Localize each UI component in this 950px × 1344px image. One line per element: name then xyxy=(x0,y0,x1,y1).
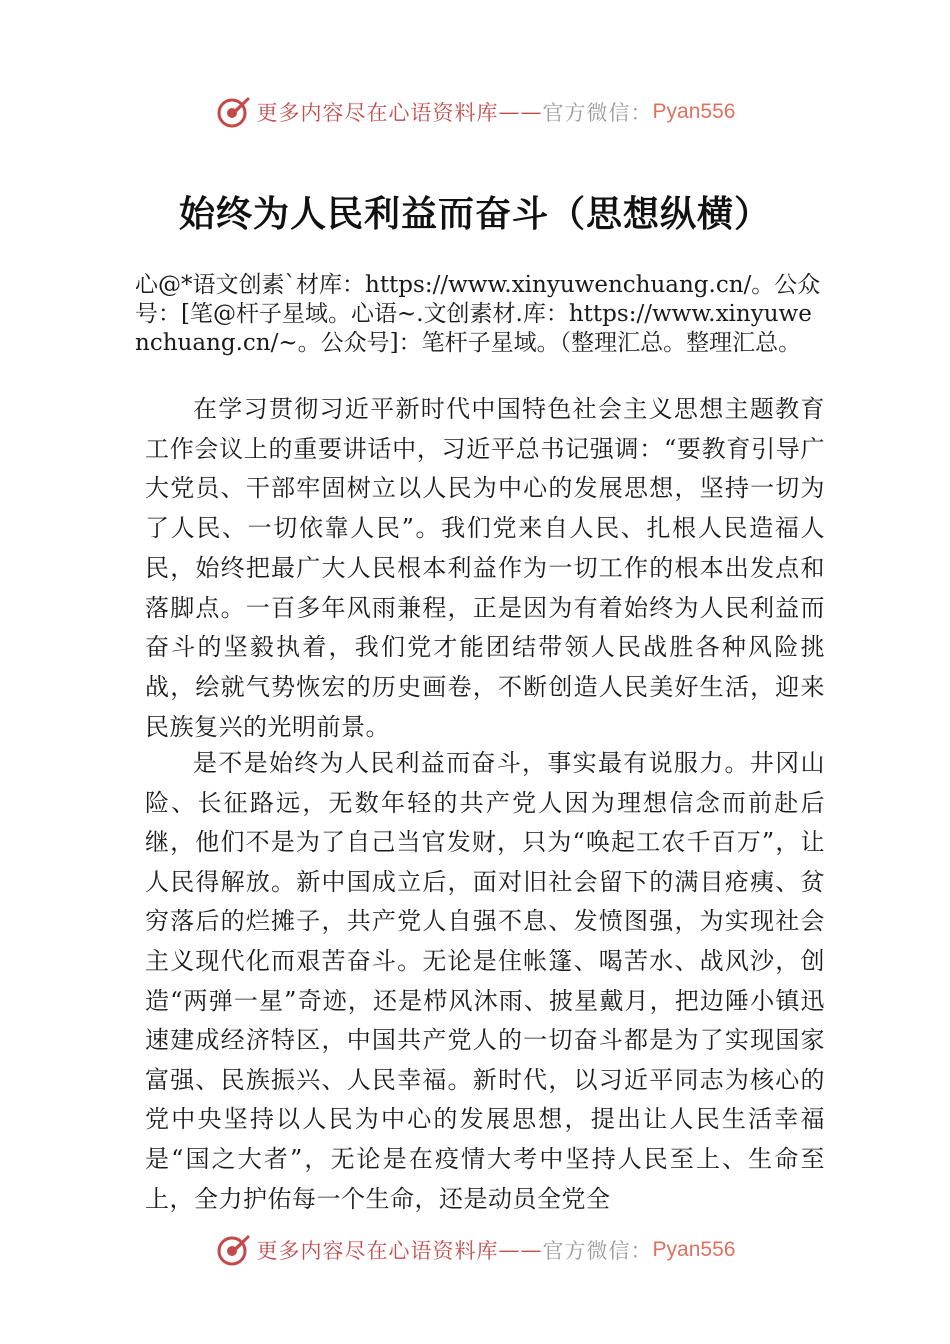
banner-wechat-id: Pyan556 xyxy=(652,1238,736,1261)
banner-dash: —— xyxy=(498,100,543,124)
pen-logo-icon xyxy=(215,1232,251,1268)
header-banner xyxy=(0,94,950,130)
banner-wechat-label: 官方微信： xyxy=(542,1239,653,1263)
banner-dash: —— xyxy=(498,1238,543,1262)
body-paragraph-2: 是不是始终为人民利益而奋斗，事实最有说服力。井冈山险、长征路远，无数年轻的共产党人因为理想信念而前赴后继，他们不是为了自己当官发财，只为“唤起工农千百万”，让人民得解放。新中国成立后，面对旧社会留下的满目疮痍、贫穷落后的烂摊子，共产党人自强不息、发愤图强，为实现社会主义现代化而艰苦奋斗。无论是住帐篷、喝苦水、战风沙，创造“两弹一星”奇迹，还是栉风沐雨、披星戴月，把边陲小镇迅速建成经济特区，中国共产党人的一切奋斗都是为了实现国家富强、民族振兴、人民幸福。新时代，以习近平同志为核心的党中央坚持以人民为中心的发展思想，提出让人民生活幸福是“国之大者”，无论是在疫情大考中坚持人民至上、生命至上，全力护佑每一个生命，还是动员全党全 xyxy=(145,749,825,1213)
banner-main-text: 更多内容尽在心语资料库 xyxy=(256,101,499,125)
banner-wechat-id: Pyan556 xyxy=(652,100,736,123)
document-title: 始终为人民利益而奋斗（思想纵横） xyxy=(178,194,771,235)
footer-banner xyxy=(0,1232,950,1268)
banner-wechat-label: 官方微信： xyxy=(542,101,653,125)
pen-logo-icon xyxy=(215,94,251,130)
banner-main-text: 更多内容尽在心语资料库 xyxy=(256,1239,499,1263)
body-paragraph-1: 在学习贯彻习近平新时代中国特色社会主义思想主题教育工作会议上的重要讲话中，习近平总书记强调：“要教育引导广大党员、干部牢固树立以人民为中心的发展思想，坚持一切为了人民、一切依靠人民”。我们党来自人民、扎根人民造福人民，始终把最广大人民根本利益作为一切工作的根本出发点和落脚点。一百多年风雨兼程，正是因为有着始终为人民利益而奋斗的坚毅执着，我们党才能团结带领人民战胜各种风险挑战，绘就气势恢宏的历史画卷，不断创造人民美好生活，迎来民族复兴的光明前景。 xyxy=(145,395,825,741)
source-note: 心@*语文创素`材库：https://www.xinyuwenchuang.cn/。公众号：[笔@杆子星域。心语~.文创素材.库：https://www.xinyuwenchuang.cn/~。公众号]：笔杆子星域。（整理汇总。整理汇总。 xyxy=(135,272,821,356)
